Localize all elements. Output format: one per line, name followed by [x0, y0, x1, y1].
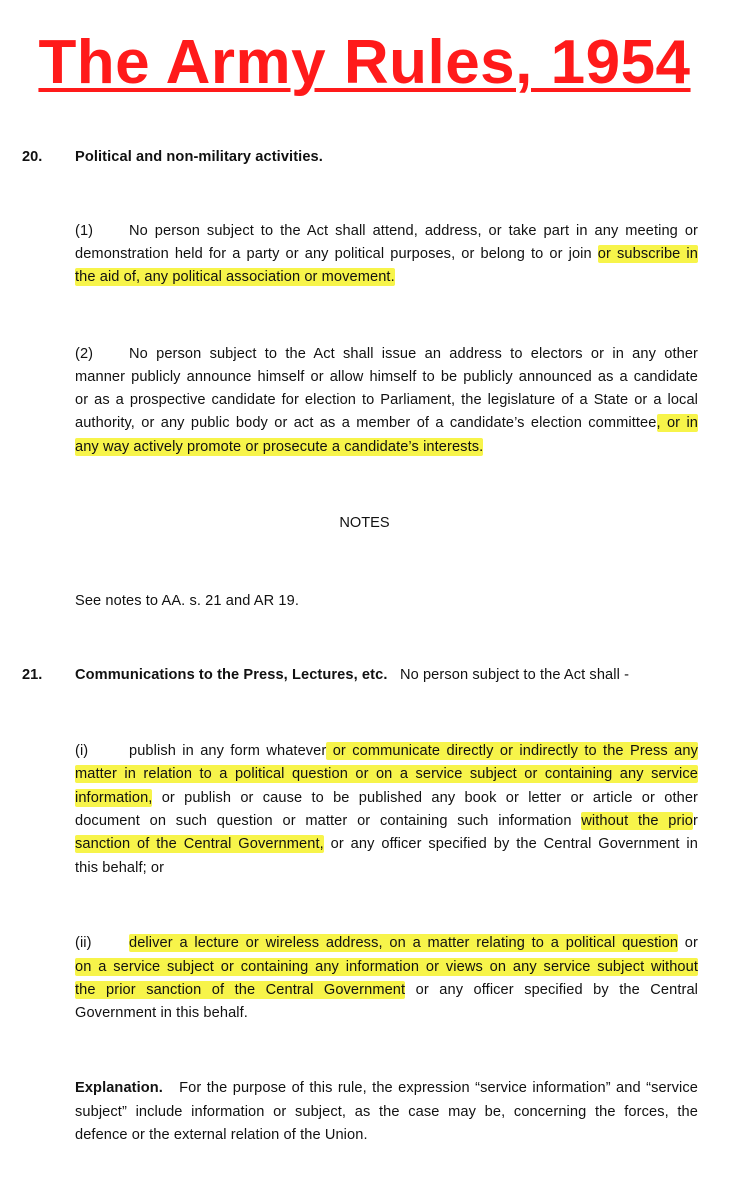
text-span: or publish or cause to be published any book or letter or article or other	[152, 790, 698, 806]
highlighted-text: the aid of, any political association or movement.	[75, 269, 395, 285]
highlighted-text: on a service subject or containing any information or views on any service subject without	[75, 959, 698, 975]
highlighted-text: any way actively promote or prosecute a candidate’s interests.	[75, 439, 484, 455]
highlighted-text: sanction of the Central Government,	[75, 836, 324, 852]
text-span: publish in any form whatever	[129, 743, 327, 759]
section-21-i-line	[75, 810, 698, 832]
section-20-p2-line	[75, 343, 698, 365]
section-20-heading: Political and non-military activities.	[75, 149, 323, 165]
section-20-number: 20.	[22, 149, 43, 165]
document-title: The Army Rules, 1954	[38, 28, 691, 97]
section-21-ii-line	[75, 956, 698, 978]
explanation-label: Explanation.	[75, 1080, 163, 1096]
text-span: No person subject to the Act shall attend, address, or take part in any meeting or	[129, 223, 698, 239]
highlighted-text: information,	[75, 790, 153, 806]
explanation-line	[75, 1077, 698, 1099]
section-21-i-line	[75, 833, 698, 855]
highlighted-text: matter in relation to a political question or on a service subject or containing any service	[75, 766, 698, 782]
explanation-line: defence or the external relation of the Union.	[75, 1127, 368, 1143]
section-20-p1-line	[75, 266, 698, 288]
section-21-heading	[75, 664, 698, 686]
text-span: or any officer specified by the Central	[405, 982, 698, 998]
text-span: For the purpose of this rule, the expression “service information” and “service	[179, 1080, 698, 1096]
para-label: (ii)	[75, 935, 92, 951]
text-span: or	[678, 935, 698, 951]
highlighted-text: deliver a lecture or wireless address, on a matter relating to a political question	[129, 935, 679, 951]
section-21-ii-line	[75, 979, 698, 1001]
section-21-i-line	[75, 740, 698, 762]
para-label: (i)	[75, 743, 89, 759]
section-20-p1-line	[75, 220, 698, 242]
text-span: No person subject to the Act shall issue an address to electors or in any other	[129, 346, 698, 362]
section-21-ii-line	[75, 932, 698, 954]
highlighted-text: the prior sanction of the Central Government	[75, 982, 406, 998]
section-20-p2-line	[75, 412, 698, 434]
section-20-p1-line	[75, 243, 698, 265]
text-span: authority, or any public body or act as a member of a candidate’s election committee	[75, 415, 657, 431]
highlighted-text: or subscribe in	[597, 246, 698, 262]
section-21-number: 21.	[22, 667, 43, 683]
text-span: or any officer specified by the Central Government in	[323, 836, 698, 852]
heading-text: Communications to the Press, Lectures, etc.	[75, 667, 388, 683]
para-label: (2)	[75, 346, 94, 362]
section-21-i-line: this behalf; or	[75, 860, 165, 876]
text-span: document on such question or matter or containing such information	[75, 813, 582, 829]
section-21-i-line	[75, 787, 698, 809]
para-label: (1)	[75, 223, 94, 239]
notes-text: See notes to AA. s. 21 and AR 19.	[75, 593, 299, 609]
section-21-i-line	[75, 763, 698, 785]
highlighted-text: without the prio	[581, 813, 694, 829]
explanation-line: subject” include information or subject, as the case may be, concerning the forces, the	[75, 1104, 698, 1120]
section-21-ii-line: Government in this behalf.	[75, 1005, 248, 1021]
highlighted-text: or communicate directly or indirectly to the Press any	[326, 743, 698, 759]
notes-heading: NOTES	[339, 515, 390, 531]
highlighted-text: , or in	[656, 415, 699, 431]
text-span: r	[693, 813, 698, 829]
section-20-p2-line: or as a prospective candidate for election to Parliament, the legislature of a State or a local	[75, 392, 698, 408]
text-span: demonstration held for a party or any political purposes, or belong to or join	[75, 246, 598, 262]
text-span: No person subject to the Act shall -	[399, 667, 630, 683]
section-20-p2-line	[75, 436, 698, 458]
section-20-p2-line: manner publicly announce himself or allow himself to be publicly announced as a candidate	[75, 369, 698, 385]
